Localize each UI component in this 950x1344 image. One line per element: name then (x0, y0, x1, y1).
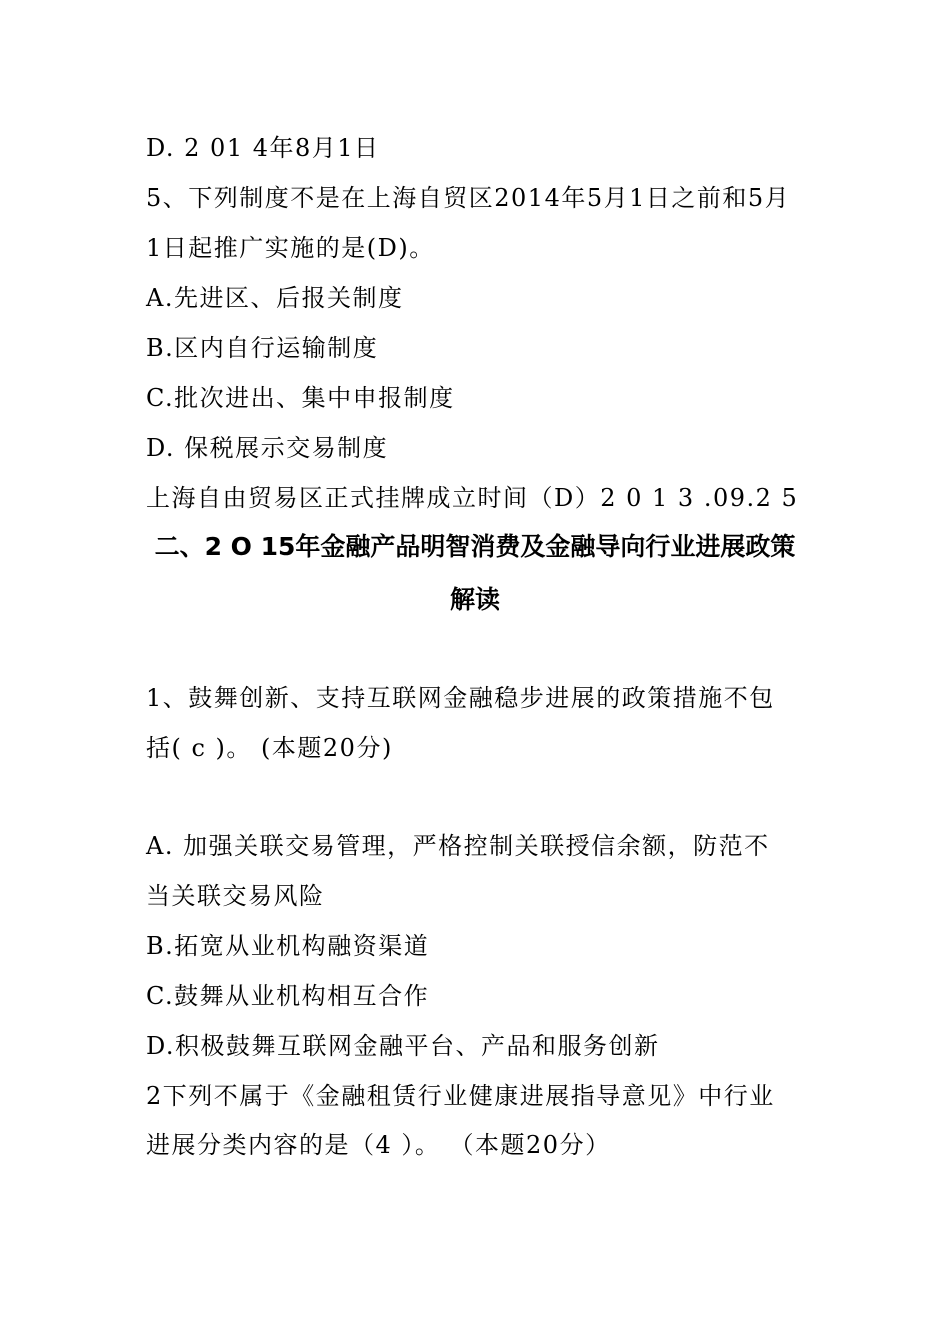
option-d-date: D. 2 01 4年8月1日 (146, 134, 380, 162)
question-1-line1: 1、鼓舞创新、支持互联网金融稳步进展的政策措施不包 (146, 684, 775, 712)
q1-option-c: C.鼓舞从业机构相互合作 (146, 982, 430, 1010)
q5-option-d: D. 保税展示交易制度 (146, 434, 389, 462)
question-5-line2: 1日起推广实施的是(D)。 (146, 234, 435, 262)
section-heading-line1: 二、2 O 15年金融产品明智消费及金融导向行业进展政策 (154, 532, 796, 561)
question-2-line1: 2下列不属于《金融租赁行业健康进展指导意见》中行业 (146, 1082, 775, 1110)
q1-option-d: D.积极鼓舞互联网金融平台、产品和服务创新 (146, 1032, 660, 1060)
question-2-line2: 进展分类内容的是（4 ）。 （本题20分） (146, 1131, 611, 1159)
ftz-date-note: 上海自由贸易区正式挂牌成立时间（D）2 0 1 3 .09.2 5 (146, 484, 799, 512)
q5-option-c: C.批次进出、集中申报制度 (146, 384, 455, 412)
question-1-line2: 括( c )。 (本题20分) (146, 734, 393, 762)
section-heading-line2: 解读 (449, 585, 500, 614)
question-5-line1: 5、下列制度不是在上海自贸区2014年5月1日之前和5月 (146, 184, 791, 212)
q1-option-a-line1: A. 加强关联交易管理，严格控制关联授信余额，防范不 (146, 832, 770, 860)
q5-option-a: A.先进区、后报关制度 (146, 284, 404, 312)
q1-option-a-line2: 当关联交易风险 (146, 882, 325, 910)
q5-option-b: B.区内自行运输制度 (146, 334, 379, 362)
q1-option-b: B.拓宽从业机构融资渠道 (146, 932, 430, 960)
